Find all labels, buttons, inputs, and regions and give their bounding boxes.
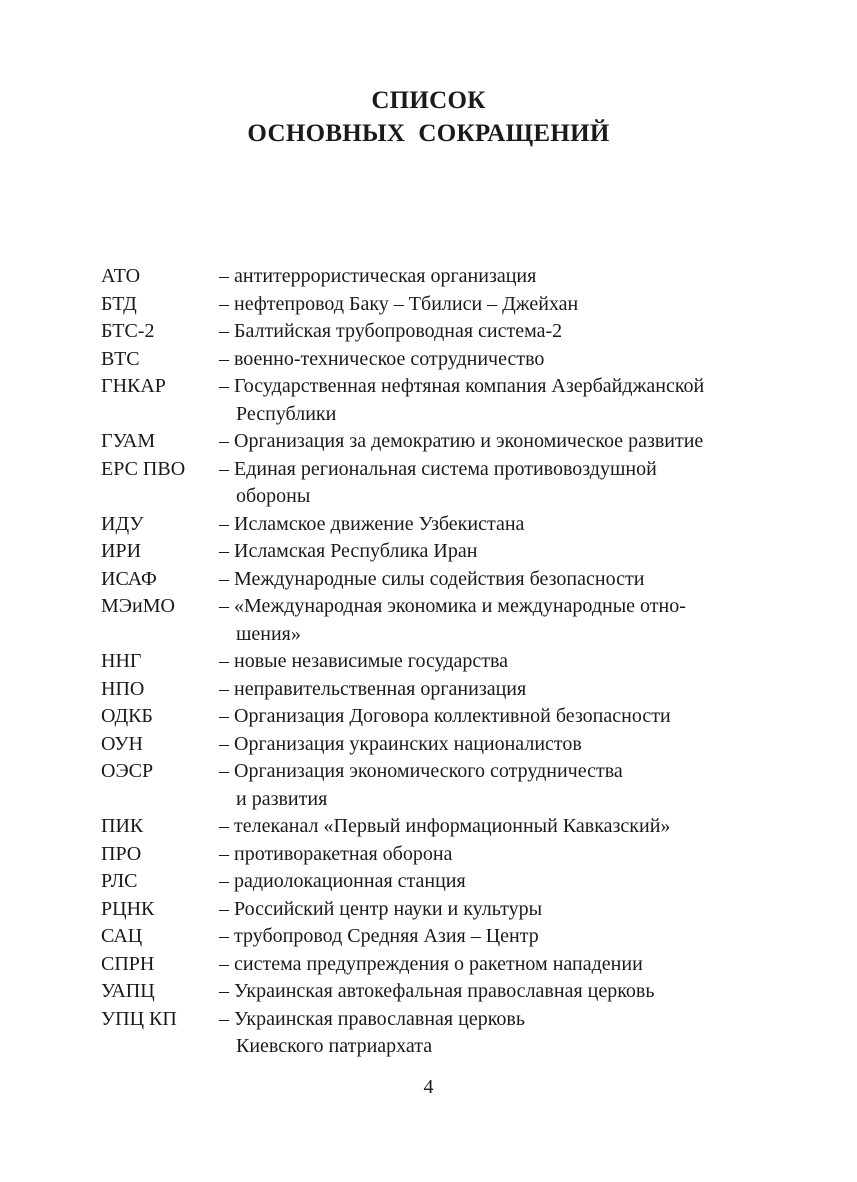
abbreviation-definition: – неправительственная организация: [219, 677, 527, 700]
abbreviation-term: ГНКАР: [101, 375, 166, 397]
abbreviation-term: ВТС: [101, 347, 140, 370]
abbreviation-term: ННГ: [101, 650, 142, 672]
abbreviation-entry: [101, 456, 781, 511]
abbreviation-term: СПРН: [101, 952, 155, 975]
abbreviation-entry: [101, 291, 781, 319]
abbreviation-entry: [101, 566, 781, 594]
abbreviation-definition: – система предупреждения о ракетном нападении: [219, 952, 643, 975]
abbreviation-term: РЛС: [101, 870, 138, 892]
abbreviation-definition: – Единая региональная система противовоздушной обороны: [219, 457, 657, 507]
abbreviation-term: ИСАФ: [101, 567, 157, 590]
abbreviation-entry: [101, 868, 781, 896]
abbreviation-term: БТД: [101, 292, 137, 315]
title-line-2: ОСНОВНЫХ СОКРАЩЕНИЙ: [247, 120, 610, 147]
abbreviation-term: ОДКБ: [101, 705, 153, 727]
abbreviation-definition: – Международные силы содействия безопасности: [219, 567, 645, 590]
abbreviation-definition: – Организация украинских националистов: [219, 732, 582, 755]
abbreviation-definition: – Исламская Республика Иран: [219, 540, 478, 562]
abbreviation-term: УАПЦ: [101, 980, 155, 1002]
abbreviation-term: САЦ: [101, 925, 143, 947]
abbreviation-entry: [101, 841, 781, 869]
abbreviation-term: УПЦ КП: [101, 1007, 177, 1030]
abbreviation-entry: [101, 263, 781, 291]
abbreviation-term: ПИК: [101, 815, 144, 837]
abbreviation-entry: [101, 648, 781, 676]
abbreviation-term: МЭиМО: [101, 595, 175, 617]
abbreviation-term: ЕРС ПВО: [101, 457, 186, 480]
abbreviation-definition: – «Международная экономика и международные отно- шения»: [219, 595, 686, 645]
abbreviation-entry: [101, 428, 781, 456]
abbreviation-entry: [101, 593, 781, 648]
abbreviation-definition: – трубопровод Средняя Азия – Центр: [219, 925, 539, 947]
abbreviation-definition: – Государственная нефтяная компания Азербайджанской Республики: [219, 375, 705, 425]
abbreviation-list: [101, 263, 781, 1061]
abbreviation-entry: [101, 923, 781, 951]
abbreviation-definition: – радиолокационная станция: [219, 870, 466, 892]
abbreviation-definition: – Организация экономического сотрудничества и развития: [219, 760, 623, 810]
title-line-1: СПИСОК: [371, 87, 486, 114]
abbreviation-entry: [101, 731, 781, 759]
abbreviation-definition: – новые независимые государства: [219, 650, 509, 672]
abbreviation-definition: – противоракетная оборона: [219, 842, 453, 865]
abbreviation-entry: [101, 1006, 781, 1061]
abbreviation-entry: [101, 813, 781, 841]
abbreviation-entry: [101, 318, 781, 346]
abbreviation-term: ПРО: [101, 842, 142, 865]
abbreviation-entry: [101, 373, 781, 428]
abbreviation-definition: – Украинская автокефальная православная церковь: [219, 980, 655, 1002]
abbreviation-definition: – антитеррористическая организация: [219, 265, 537, 287]
abbreviation-term: БТС-2: [101, 320, 155, 342]
abbreviation-definition: – военно-техническое сотрудничество: [219, 347, 545, 370]
abbreviation-term: ОУН: [101, 732, 143, 755]
abbreviation-term: ИРИ: [101, 540, 142, 562]
abbreviation-term: АТО: [101, 265, 141, 287]
abbreviation-definition: – телеканал «Первый информационный Кавказский»: [219, 815, 671, 837]
abbreviation-entry: [101, 951, 781, 979]
abbreviation-term: ИДУ: [101, 512, 144, 535]
abbreviation-entry: [101, 538, 781, 566]
abbreviation-entry: [101, 978, 781, 1006]
abbreviation-term: РЦНК: [101, 897, 155, 920]
abbreviation-entry: [101, 703, 781, 731]
abbreviation-definition: – Украинская православная церковь Киевского патриархата: [219, 1007, 525, 1057]
abbreviation-definition: – Балтийская трубопроводная система-2: [219, 320, 563, 342]
abbreviation-term: НПО: [101, 677, 145, 700]
abbreviation-entry: [101, 346, 781, 374]
abbreviation-definition: – Российский центр науки и культуры: [219, 897, 543, 920]
abbreviation-entry: [101, 511, 781, 539]
abbreviation-definition: – нефтепровод Баку – Тбилиси – Джейхан: [219, 292, 579, 315]
abbreviation-definition: – Организация Договора коллективной безопасности: [219, 705, 671, 727]
abbreviation-term: ГУАМ: [101, 430, 156, 452]
abbreviation-term: ОЭСР: [101, 760, 154, 782]
page-number: 4: [423, 1076, 434, 1098]
abbreviation-entry: [101, 896, 781, 924]
page-title: [0, 84, 857, 150]
abbreviation-entry: [101, 758, 781, 813]
abbreviation-definition: – Исламское движение Узбекистана: [219, 512, 525, 535]
abbreviation-definition: – Организация за демократию и экономическое развитие: [219, 430, 704, 452]
abbreviation-entry: [101, 676, 781, 704]
